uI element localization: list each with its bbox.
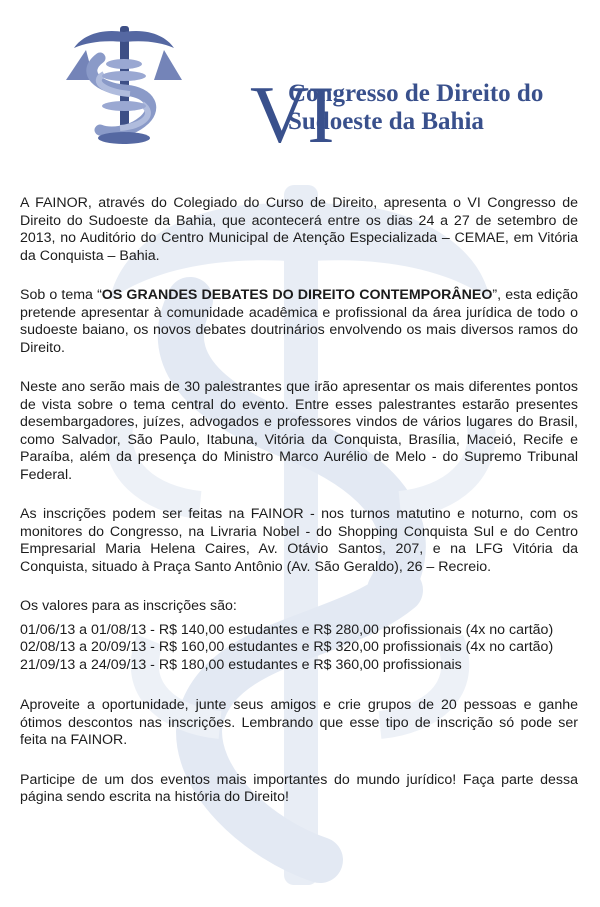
theme-suffix: ”, esta edição pretende apresentar à comunidade acadêmica e profissional da área jurídica de todo o sudoeste baiano, os novos debates doutrinários envolvendo os mais diversos ramos do Direito. — [20, 287, 578, 356]
theme-paragraph — [20, 287, 578, 357]
header — [60, 18, 544, 160]
price-line: 02/08/13 a 20/09/13 - R$ 160,00 estudantes e R$ 320,00 profissionais (4x no cartão) — [20, 639, 554, 655]
theme-title: OS GRANDES DEBATES DO DIREITO CONTEMPORÂNEO — [101, 287, 493, 303]
prices-heading: Os valores para as inscrições são: — [20, 598, 237, 614]
edition-numeral: VI — [250, 69, 333, 160]
intro-paragraph: A FAINOR, através do Colegiado do Curso de Direito, apresenta o VI Congresso de Direito do Sudoeste da Bahia, que acontecerá entre os dias 24 a 27 de setembro de 2013, no Auditório do Centro Municipal de Atenção Especializada – CEMAE, em Vitória da Conquista – Bahia. — [20, 195, 578, 264]
price-line: 21/09/13 a 24/09/13 - R$ 180,00 estudantes e R$ 360,00 profissionais — [20, 656, 462, 673]
theme-prefix: Sob o tema “ — [20, 287, 102, 303]
speakers-paragraph: Neste ano serão mais de 30 palestrantes que irão apresentar os mais diferentes pontos de vista sobre o tema central do evento. Entre esses palestrantes estarão presentes desembargadores, juízes, advogados e professores vindos de vários lugares do Brasil, como Salvador, São Paulo, Itabuna, Vitória da Conquista, Brasília, Maceió, Recife e Paraíba, além da presença do Ministro Marco Aurélio de Melo - do Supremo Tribunal Federal. — [20, 379, 578, 483]
group-discount-paragraph: Aproveite a oportunidade, junte seus amigos e crie grupos de 20 pessoas e ganhe ótimos descontos nas inscrições. Lembrando que esse tipo de inscrição só pode ser feita na FAINOR. — [20, 697, 578, 748]
price-line: 01/06/13 a 01/08/13 - R$ 140,00 estudantes e R$ 280,00 profissionais (4x no cartão) — [20, 621, 554, 638]
closing-paragraph: Participe de um dos eventos mais importantes do mundo jurídico! Faça parte dessa página sendo escrita na história do Direito! — [20, 771, 578, 805]
price-list — [20, 622, 578, 675]
event-title — [288, 80, 543, 136]
title-line-2: Sudoeste da Bahia — [288, 108, 484, 135]
registration-paragraph: As inscrições podem ser feitas na FAINOR - nos turnos matutino e noturno, com os monitores do Congresso, na Livraria Nobel - do Shopping Conquista Sul e do Centro Empresarial Maria Helena Caires, Av. Otávio Santos, 207, e na LFG Vitória da Conquista, situado à Praça Santo Antônio (Av. São Geraldo), 26 – Recreio. — [20, 506, 578, 575]
title-line-1: Congresso de Direito do — [288, 80, 544, 107]
scales-of-justice-logo-icon — [60, 18, 190, 146]
article-body — [20, 195, 578, 829]
